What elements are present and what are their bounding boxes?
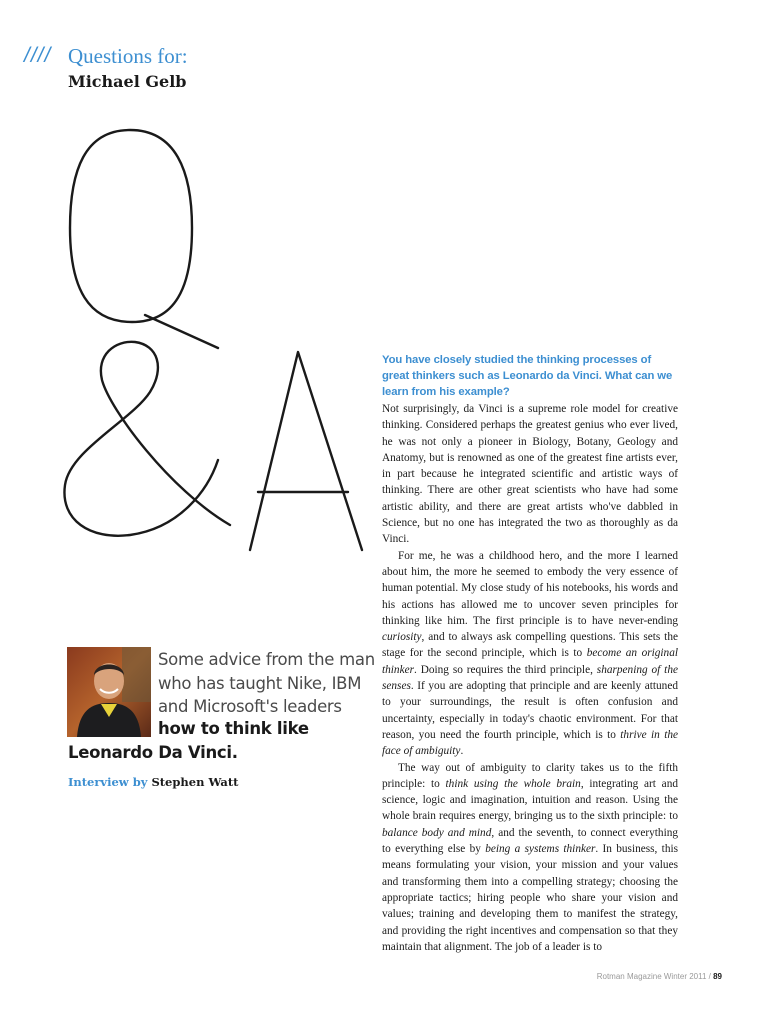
dek-text: Some advice from the man who has taught Nike, IBM and Microsoft's leaders bbox=[158, 650, 375, 716]
emphasis: balance body and mind bbox=[382, 826, 492, 839]
emphasis: being a systems thinker bbox=[485, 843, 596, 856]
answer-paragraph-1: Not surprisingly, da Vinci is a supreme role model for creative thinking. Considered perhaps the greatest genius who ever lived, he was not only a pioneer in Biology, Botany, Geology and Anatomy, but is renowned as one of the greatest fine artists ever, in part because he integrated scientific and artistic ways of thinking. There are other great scientists who have had some artistic ability, and there are great artists who've dabbled in Science, but no one has integrated the two as thoroughly as da Vinci. bbox=[382, 403, 678, 546]
ampersand bbox=[64, 342, 230, 536]
emphasis: curiosity bbox=[382, 631, 422, 644]
dek-bold-line-1: how to think like bbox=[158, 719, 309, 738]
byline-author: Stephen Watt bbox=[151, 775, 239, 789]
letter-q bbox=[70, 130, 192, 322]
interview-question: You have closely studied the thinking processes of great thinkers such as Leonardo da Vinci. What can we learn from his example? bbox=[382, 354, 673, 398]
answer-paragraph-2: For me, he was a childhood hero, and the more I learned about him, the more he seemed to embody the very essence of human potential. My close study of his notebooks, his words and his actions has allowed me to uncover seven principles for thinking like him. The first principle is to have never-ending curiosity, and to always ask compelling questions. This sets the stage for the second principle, which is to become an original thinker. Doing so requires the third principle, sharpening of the senses. If you are adopting that principle and are keenly attuned to your surroundings, the result is often confusion and uncertainty, especially in today's chaotic environment. For that reason, you need the fourth principle, which is to thrive in the face of ambiguity. bbox=[382, 549, 678, 758]
dek-bold-line-2: Leonardo Da Vinci. bbox=[68, 743, 238, 762]
byline-label: Interview by bbox=[68, 775, 148, 789]
qa-display-letters bbox=[40, 110, 370, 560]
emphasis: think using the whole brain bbox=[445, 777, 581, 790]
page-footer bbox=[597, 972, 722, 981]
page-number: 89 bbox=[713, 972, 722, 981]
section-kicker: Questions for: bbox=[68, 44, 188, 68]
letter-q-tail bbox=[145, 315, 218, 348]
emphasis: thrive in the face of ambiguity bbox=[382, 728, 678, 758]
byline bbox=[68, 775, 238, 789]
interviewee-name: Michael Gelb bbox=[68, 72, 187, 91]
letter-a bbox=[250, 352, 362, 550]
decorative-slashes: //// bbox=[24, 44, 52, 67]
answer-paragraph-3: The way out of ambiguity to clarity takes us to the fifth principle: to think using the whole brain, integrating art and science, logic and imagination, intuition and reason. Using the whole brain requires energy, bringing us to the sixth principle: to balance body and mind, and the seventh, to connect everything to everything else by being a systems thinker. In business, this means formulating your vision, your mission and your values and transforming them into a compelling strategy; choosing the appropriate tactics; hiring people who share your vision and values; training and developing them to manifest the strategy, and providing the right incentives and compensation so that they maintain that alignment. The job of a leader is to bbox=[382, 761, 679, 953]
emphasis: become an original thinker bbox=[382, 647, 678, 676]
article-column bbox=[382, 352, 678, 955]
publication-name: Rotman Magazine Winter 2011 / bbox=[596, 972, 711, 981]
author-photo bbox=[67, 647, 151, 737]
emphasis: sharpening of the senses bbox=[382, 663, 678, 693]
